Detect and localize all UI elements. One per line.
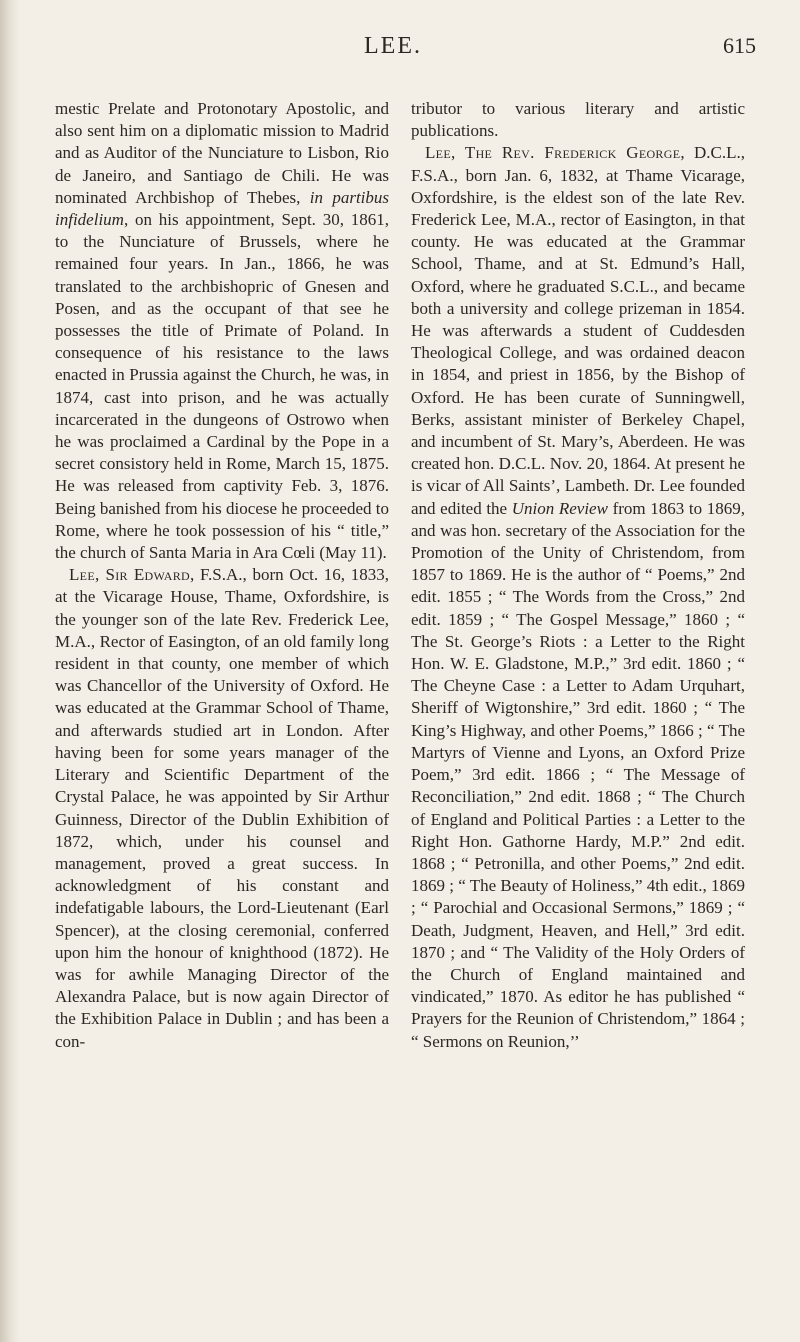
entry-body-italic: Union Review	[511, 498, 608, 518]
entry-headword: Lee, Sir Edward	[69, 565, 191, 585]
page-header	[0, 26, 800, 66]
entry-body-part-a: , D.C.L., F.S.A., born Jan. 6, 1832, at Thame Vicarage, Oxfordshire, is the eldest son of the late Rev. Frederick Lee, M.A., rector of Easington, in that county. He was educated at the Grammar School, Thame, and at St. Edmund’s Hall, Oxford, where he graduated S.C.L., and became both a university and college prizeman in 1854. He was afterwards a student of Cuddesden Theological College, and was ordained deacon in 1854, and priest in 1856, by the Bishop of Oxford. He has been curate of Sunningwell, Berks, assistant minister of Berkeley Chapel, and incumbent of St. Mary’s, Aberdeen. He was created hon. D.C.L. Nov. 20, 1864. At present he is vicar of All Saints’, Lambeth. Dr. Lee founded and edited the	[411, 143, 746, 518]
running-head: LEE.	[364, 33, 422, 59]
page-number: 615	[723, 33, 756, 58]
entry-lee-sir-edward	[55, 564, 389, 1052]
continued-entry	[55, 98, 389, 564]
continued-entry-text-rest: , on his appointment, Sept. 30, 1861, to the Nunciature of Brussels, where he remained four years. In Jan., 1866, he was translated to the archbishopric of Gnesen and Posen, and as the occupant of that see he possesses the title of Primate of Poland. In consequence of his resistance to the laws enacted in Prussia against the Church, he was, in 1874, cast into prison, and he was actually incarcerated in the dungeons of Ostrowo when he was proclaimed a Cardinal by the Pope in a secret consistory held in Rome, March 15, 1875. He was released from captivity Feb. 3, 1876. Being banished from his diocese he proceeded to Rome, where he took possession of his “ title,” the church of Santa Maria in Ara Cœli (May 11).	[55, 210, 389, 563]
continued-entry-italic: in partibus infidelium	[55, 187, 390, 230]
continued-entry-right	[411, 98, 745, 142]
entry-lee-rev-frederick-george	[411, 142, 745, 1052]
right-column	[411, 98, 745, 1053]
page-gutter-shadow	[0, 0, 20, 1342]
entry-body-part-b: from 1863 to 1869, and was hon. secretary of the Association for the Promotion of the Unity of Christendom, from 1857 to 1869. He is the author of “ Poems,” 2nd edit. 1855 ; “ The Words from the Cross,” 2nd edit. 1859 ; “ The Gospel Message,” 1860 ; “ The St. George’s Riots : a Letter to the Right Hon. W. E. Gladstone, M.P.,” 3rd edit. 1860 ; “ The Cheyne Case : a Letter to Adam Urquhart, Sheriff of Wigtonshire,” 3rd edit. 1860 ; “ The King’s Highway, and other Poems,” 1866 ; “ The Martyrs of Vienne and Lyons, an Oxford Prize Poem,” 3rd edit. 1866 ; “ The Message of Reconciliation,” 2nd edit. 1868 ; “ The Church of England and Political Parties : a Letter to the Right Hon. Gathorne Hardy, M.P.” 2nd edit. 1868 ; “ Petronilla, and other Poems,” 2nd edit. 1869 ; “ The Beauty of Holiness,” 4th edit., 1869 ; “ Parochial and Occasional Sermons,” 1869 ; “ Death, Judgment, Heaven, and Hell,” 3rd edit. 1870 ; and “ The Validity of the Holy Orders of the Church of England maintained and vindicated,” 1870. As editor he has published “ Prayers for the Reunion of Christendom,” 1864 ; “ Sermons on Reunion,’’	[411, 498, 745, 1051]
entry-body: , F.S.A., born Oct. 16, 1833, at the Vicarage House, Thame, Oxfordshire, is the younger son of the late Rev. Frederick Lee, M.A., Rector of Easington, of an old family long resident in that county, one member of which was Chancellor of the University of Oxford. He was educated at the Grammar School of Thame, and afterwards studied art in London. After having been for some years manager of the Literary and Scientific Department of the Crystal Palace, he was appointed by Sir Arthur Guinness, Director of the Dublin Exhibition of 1872, which, under his counsel and management, proved a great success. In acknowledgment of his constant and indefatigable labours, the Lord-Lieutenant (Earl Spencer), at the closing ceremonial, conferred upon him the honour of knighthood (1872). He was for awhile Managing Director of the Alexandra Palace, but is now again Director of the Exhibition Palace in Dublin ; and has been a con-	[55, 565, 389, 1051]
continued-entry-text: mestic Prelate and Protonotary Apostolic, and also sent him on a diplomatic mission to Madrid and as Auditor of the Nunciature to Lisbon, Rio de Janeiro, and Santiago de Chili. He was nominated Archbishop of Thebes,	[55, 99, 389, 207]
left-column	[55, 98, 389, 1053]
entry-headword: Lee, The Rev. Frederick George	[425, 143, 681, 163]
continued-entry-right-text: tributor to various literary and artistic publications.	[411, 99, 745, 141]
